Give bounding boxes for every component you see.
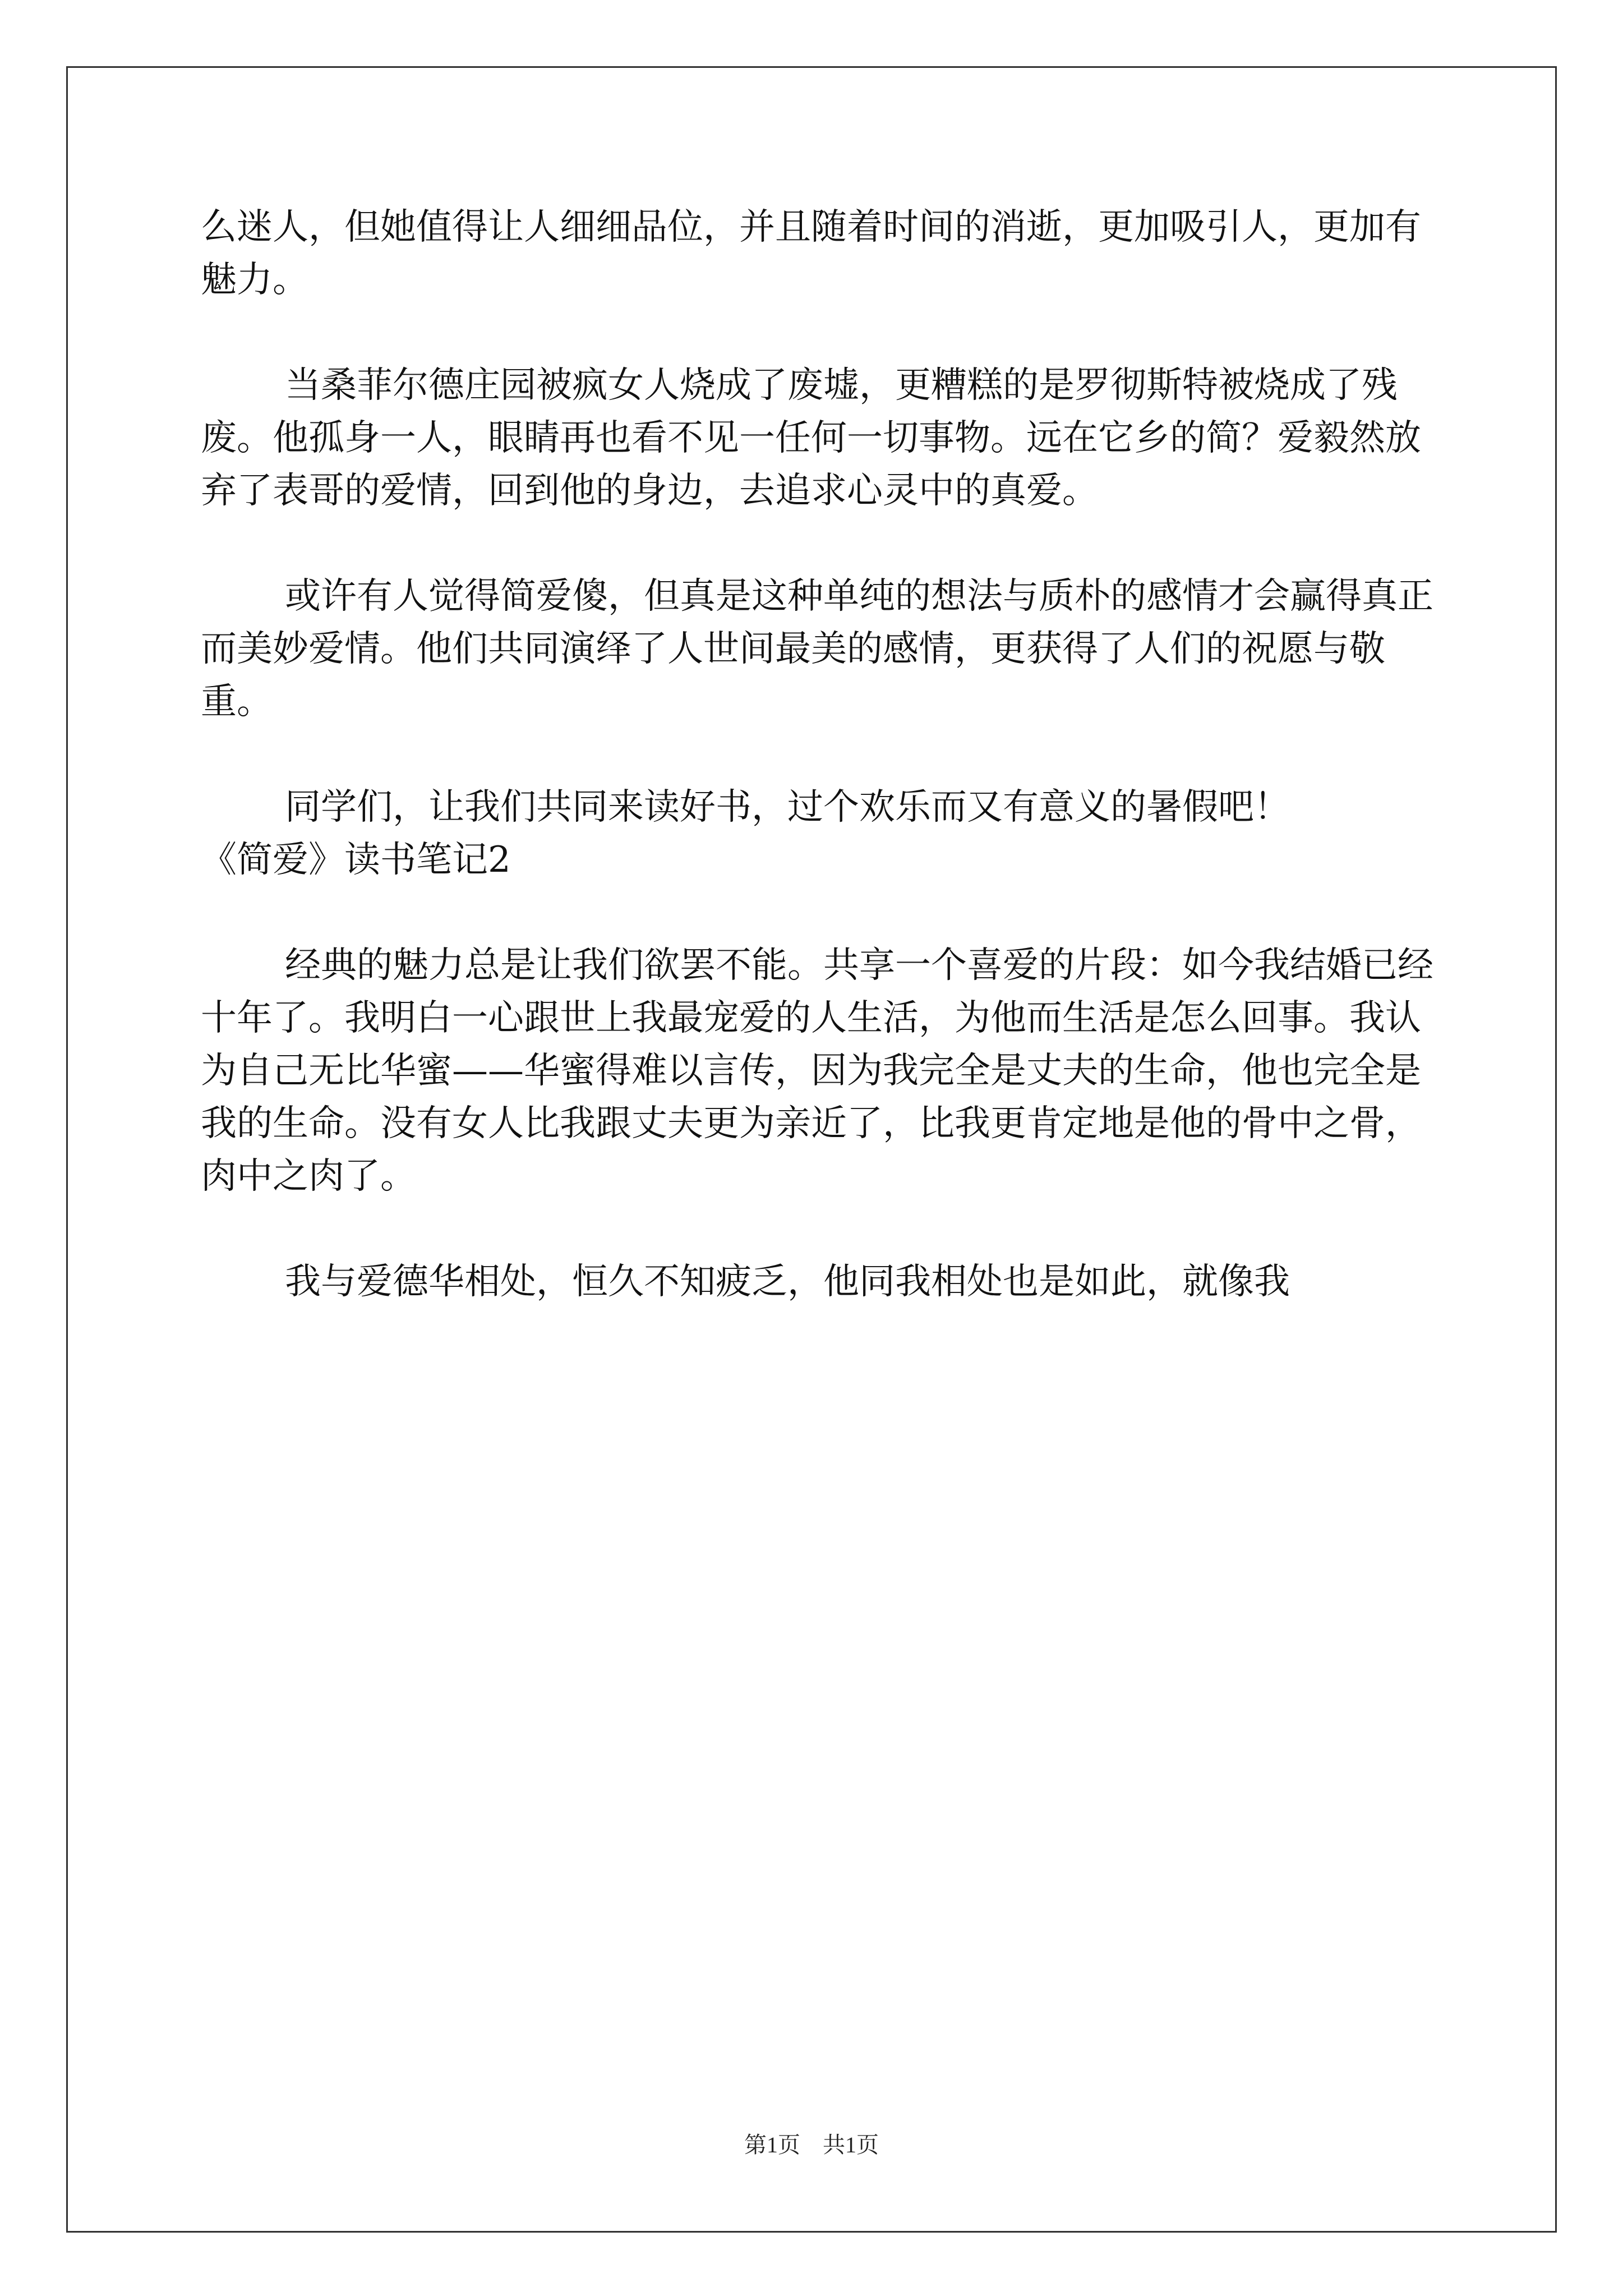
paragraph-4: 同学们，让我们共同来读好书，过个欢乐而又有意义的暑假吧！ (285, 786, 1290, 828)
paragraph-1: 么迷人，但她值得让人细细品位，并且随着时间的消逝，更加吸引人，更加有魅力。 (201, 206, 1421, 301)
page-footer: 第1页 共1页 (744, 2132, 879, 2157)
paragraph-2: 当桑菲尔德庄园被疯女人烧成了废墟，更糟糕的是罗彻斯特被烧成了残废。他孤身一人，眼睛再也看不见一任何一切事物。远在它乡的简？爱毅然放弃了表哥的爱情，回到他的身边，去追求心灵中的真爱。 (201, 365, 1421, 512)
paragraph-3: 或许有人觉得简爱傻，但真是这种单纯的想法与质朴的感情才会赢得真正而美妙爱情。他们共同演绎了人世间最美的感情，更获得了人们的祝愿与敬重。 (201, 576, 1433, 723)
paragraph-6: 我与爱德华相处，恒久不知疲乏，他同我相处也是如此，就像我 (285, 1261, 1290, 1303)
section-heading: 《简爱》读书笔记2 (201, 839, 511, 881)
document-body (201, 201, 1451, 1361)
paragraph-5: 经典的魅力总是让我们欲罢不能。共享一个喜爱的片段：如今我结婚已经十年了。我明白一心跟世上我最宠爱的人生活，为他而生活是怎么回事。我认为自己无比华蜜——华蜜得难以言传，因为我完全是丈夫的生命，他也完全是我的生命。没有女人比我跟丈夫更为亲近了，比我更肯定地是他的骨中之骨，肉中之肉了。 (201, 945, 1433, 1197)
